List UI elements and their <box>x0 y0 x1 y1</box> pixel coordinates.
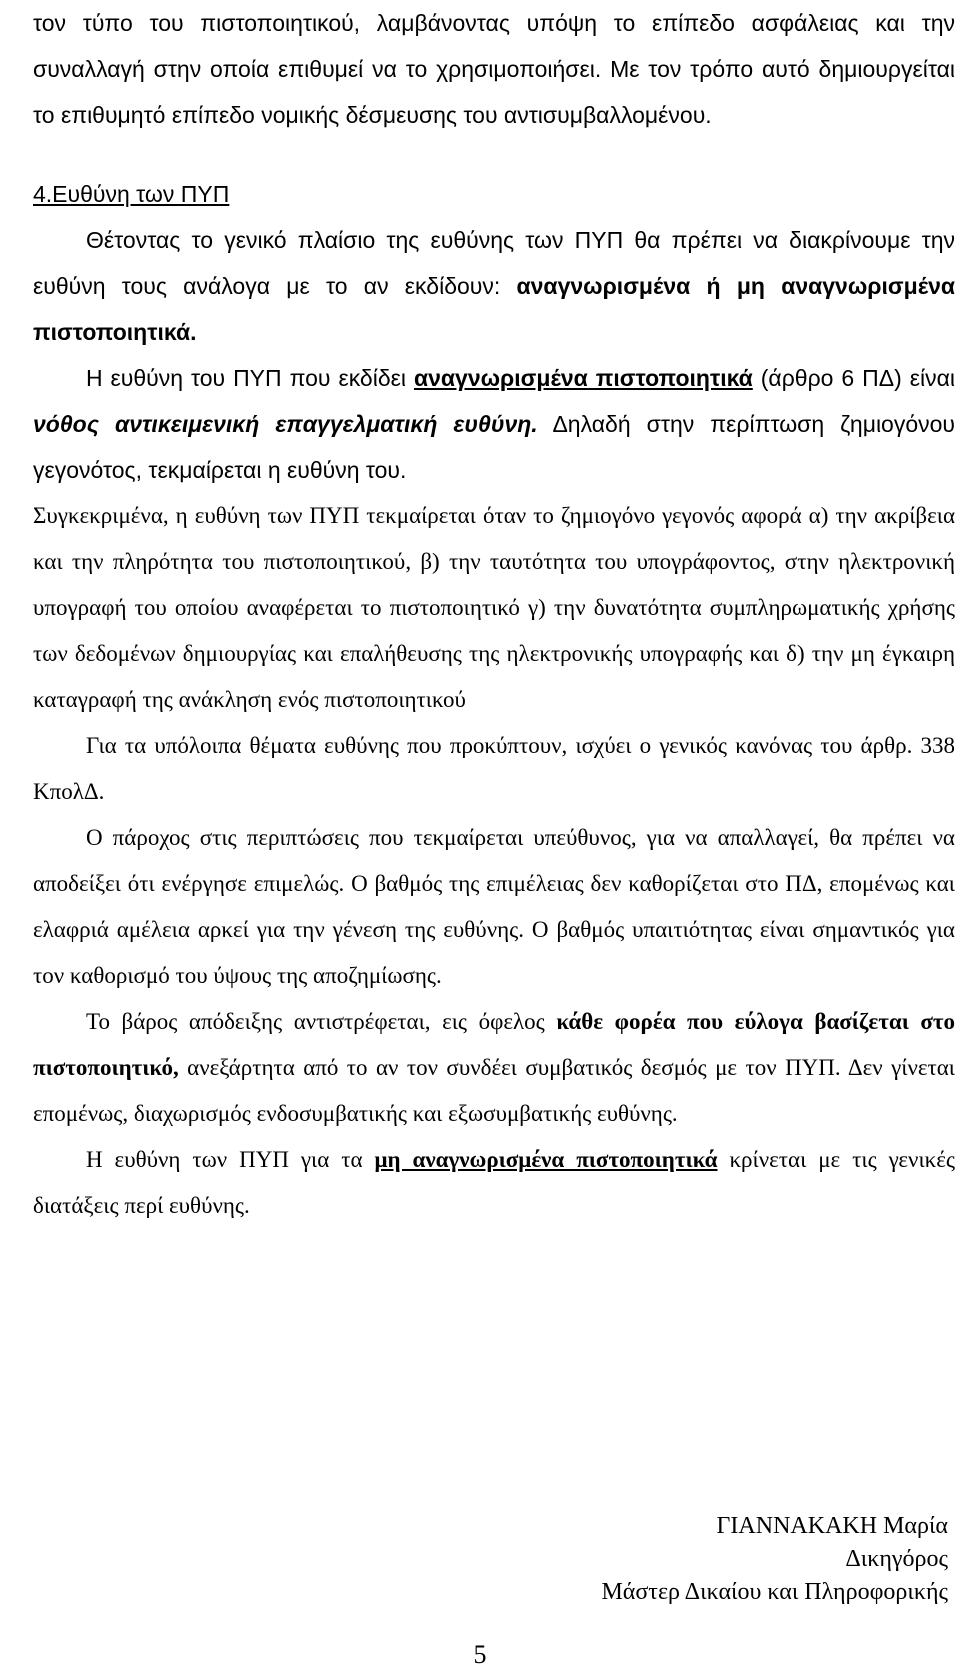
paragraph-text: ανεξάρτητα από το αν τον συνδέει συμβατικός δεσμός με τον ΠΥΠ. Δεν γίνεται επομένως, διαχωρισμός ενδοσυμβατικής και εξωσυμβατικής ευθύνης. <box>33 1055 955 1126</box>
paragraph-text: (άρθρο 6 ΠΔ) είναι <box>752 365 955 391</box>
emphasis-liability-type: νόθος αντικειμενική επαγγελματική ευθύνη. <box>33 411 538 437</box>
intro-paragraph: τον τύπο του πιστοποιητικού, λαμβάνοντας υπόψη το επίπεδο ασφάλειας και την συναλλαγή στην οποία επιθυμεί να το χρησιμοποιήσει. Με τον τρόπο αυτό δημιουργείται το επιθυμητό επίπεδο νομικής δέσμευσης του αντισυμβαλλομένου. <box>33 10 955 128</box>
paragraph-presumed-liability: Συγκεκριμένα, η ευθύνη των ΠΥΠ τεκμαίρεται όταν το ζημιογόνο γεγονός αφορά α) την ακρίβεια και την πληρότητα του πιστοποιητικού, β) την ταυτότητα του υπογράφοντος, στην ηλεκτρονική υπογραφή του οποίου αναφέρεται το πιστοποιητικό γ) την δυνατότητα συμπληρωματικής χρήσης των δεδομένων δημιουργίας και επαλήθευσης της ηλεκτρονικής υπογραφής και δ) την μη έγκαιρη καταγραφή της ανάκληση ενός πιστοποιητικού <box>33 503 955 712</box>
emphasis-qualified-certificates: αναγνωρισμένα πιστοποιητικά <box>413 365 753 391</box>
paragraph-text: Το βάρος απόδειξης αντιστρέφεται, εις όφελος <box>86 1009 557 1034</box>
paragraph-qualified-liability <box>33 355 955 493</box>
paragraph-burden-of-proof <box>33 999 955 1137</box>
signature-block <box>601 1510 948 1609</box>
emphasis-non-qualified-certificates: μη αναγνωρισμένα πιστοποιητικά <box>374 1147 718 1172</box>
document-body <box>33 0 955 1229</box>
paragraph-text: Η ευθύνη των ΠΥΠ για τα <box>86 1147 375 1172</box>
page-number: 5 <box>473 1640 487 1669</box>
author-title: Δικηγόρος <box>845 1546 948 1572</box>
paragraph-text: κρίνεται με τις γενικές διατάξεις περί ευθύνης. <box>33 1147 955 1218</box>
section-heading: 4.Ευθύνη των ΠΥΠ <box>33 181 230 207</box>
paragraph-general-framework <box>33 217 955 355</box>
emphasis-certificate-types: αναγνωρισμένα ή μη αναγνωρισμένα πιστοποιητικά. <box>33 273 956 345</box>
paragraph-provider-diligence: Ο πάροχος στις περιπτώσεις που τεκμαίρεται υπεύθυνος, για να απαλλαγεί, θα πρέπει να αποδείξει ότι ενέργησε επιμελώς. Ο βαθμός της επιμέλειας δεν καθορίζεται στο ΠΔ, επομένως και ελαφριά αμέλεια αρκεί για την γένεση της ευθύνης. Ο βαθμός υπαιτιότητας είναι σημαντικός για τον καθορισμό του ύψους της αποζημίωσης. <box>33 825 955 988</box>
paragraph-text: Θέτοντας το γενικό πλαίσιο της ευθύνης των ΠΥΠ θα πρέπει να διακρίνουμε την ευθύνη τους ανάλογα με το αν εκδίδουν: <box>33 227 955 299</box>
paragraph-text: Δηλαδή στην περίπτωση ζημιογόνου γεγονότος, τεκμαίρεται η ευθύνη του. <box>33 411 956 483</box>
paragraph-text: Η ευθύνη του ΠΥΠ που εκδίδει <box>86 365 414 391</box>
author-degree: Μάστερ Δικαίου και Πληροφορικής <box>601 1579 948 1605</box>
paragraph-non-qualified-liability <box>33 1137 955 1229</box>
paragraph-general-rule: Για τα υπόλοιπα θέματα ευθύνης που προκύπτουν, ισχύει ο γενικός κανόνας του άρθρ. 338 ΚπολΔ. <box>33 733 955 804</box>
author-name: ΓΙΑΝΝΑΚΑΚΗ Μαρία <box>716 1513 948 1539</box>
emphasis-relying-party: κάθε φορέα που εύλογα βασίζεται στο πιστοποιητικό, <box>33 1009 955 1080</box>
